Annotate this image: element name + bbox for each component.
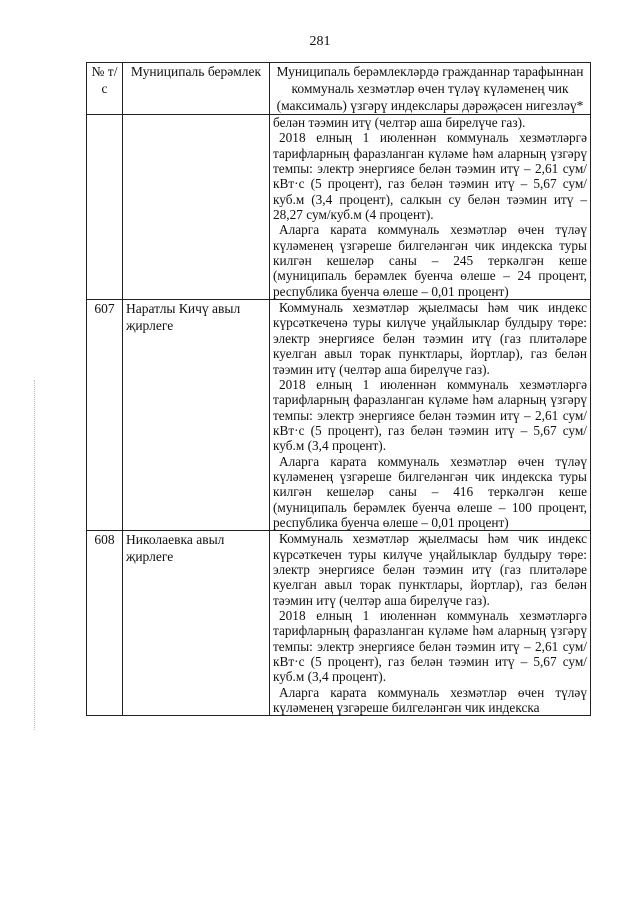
page-number: 281 [309, 34, 331, 49]
municipal-index-table [86, 62, 591, 716]
basis-paragraph: Коммуналь хезмәтләр җыелмасы һәм чик индекс күрсәткечен туры килүче уңайлыклар булдыру төре: электр энергиясе белән тәэмин итү (газ плитәләре куелган авыл торак пунктлары, йортлар), газ белән тәэмин итү (челтәр аша бирелүче газ). [273, 531, 587, 608]
basis-paragraph: Аларга карата коммуналь хезмәтләр өчен түләү күләменең үзгәреше билгеләнгән чик индекска туры килгән кешеләр саны – 416 теркәлгән кеше (муниципаль берәмлек буенча өлеше – 100 процент, республика буенча өлеше – 0,01 процент) [273, 453, 587, 530]
row-basis [270, 300, 591, 531]
row-basis [270, 115, 591, 300]
row-municipality [123, 115, 270, 300]
row-number [87, 115, 123, 300]
table-row [87, 531, 591, 716]
row-municipality: Николаевка авыл җирлеге [123, 531, 270, 716]
basis-paragraph: 2018 елның 1 июленнән коммуналь хезмәтләргә тарифларның фаразланган күләме һәм аларның үзгәрү темпы: электр энергиясе белән тәэмин итү – 2,61 сум/кВт·с (5 процент), газ белән тәэмин итү – 5,67 сум/куб.м (3,4 процент), салкын су белән тәэмин итү – 28,27 сум/куб.м (4 процент). [273, 130, 587, 223]
basis-paragraph: Аларга карата коммуналь хезмәтләр өчен түләү күләменең үзгәреше билгеләнгән чик индекска [273, 684, 587, 716]
basis-paragraph: 2018 елның 1 июленнән коммуналь хезмәтләргә тарифларның фаразланган күләме һәм аларның үзгәрү темпы: электр энергиясе белән тәэмин итү – 2,61 сум/кВт·с (5 процент), газ белән тәэмин итү – 5,67 сум/куб.м (3,4 процент). [273, 376, 587, 454]
row-municipality: Наратлы Кичү авыл җирлеге [123, 300, 270, 531]
row-number: 607 [87, 300, 123, 531]
basis-paragraph: 2018 елның 1 июленнән коммуналь хезмәтләргә тарифларның фаразланган күләме һәм аларның үзгәрү темпы: электр энергиясе белән тәэмин итү – 2,61 сум/кВт·с (5 процент), газ белән тәэмин итү – 5,67 сум/куб.м (3,4 процент). [273, 608, 587, 685]
table-header-row [87, 63, 591, 115]
basis-paragraph: Аларга карата коммуналь хезмәтләр өчен түләү күләменең үзгәреше билгеләнгән чик индекска туры килгән кешеләр саны – 245 теркәлгән кеше (муниципаль берәмлек буенча өлеше – 24 процент, республика буенча өлеше – 0,01 процент) [273, 222, 587, 299]
header-municipality: Муниципаль берәмлек [123, 63, 270, 115]
row-number: 608 [87, 531, 123, 716]
basis-paragraph: белән тәэмин итү (челтәр аша бирелүче газ). [273, 115, 526, 130]
header-basis: Муниципаль берәмлекләрдә гражданнар тарафыннан коммуналь хезмәтләр өчен түләү күләменең чик (максималь) үзгәрү индекслары дәрәҗәсен нигезләү* [270, 63, 591, 115]
basis-paragraph: Коммуналь хезмәтләр җыелмасы һәм чик индекс күрсәткеченә туры килүче уңайлыклар булдыру төре: электр энергиясе белән тәэмин итү (газ плитәләре куелган авыл торак пунктлары, йортлар), газ белән тәэмин итү (челтәр аша бирелүче газ). [273, 300, 587, 377]
header-number: № т/с [87, 63, 123, 115]
scan-margin-marks [34, 380, 36, 730]
row-basis [270, 531, 591, 716]
table-row [87, 300, 591, 531]
table-row [87, 115, 591, 300]
